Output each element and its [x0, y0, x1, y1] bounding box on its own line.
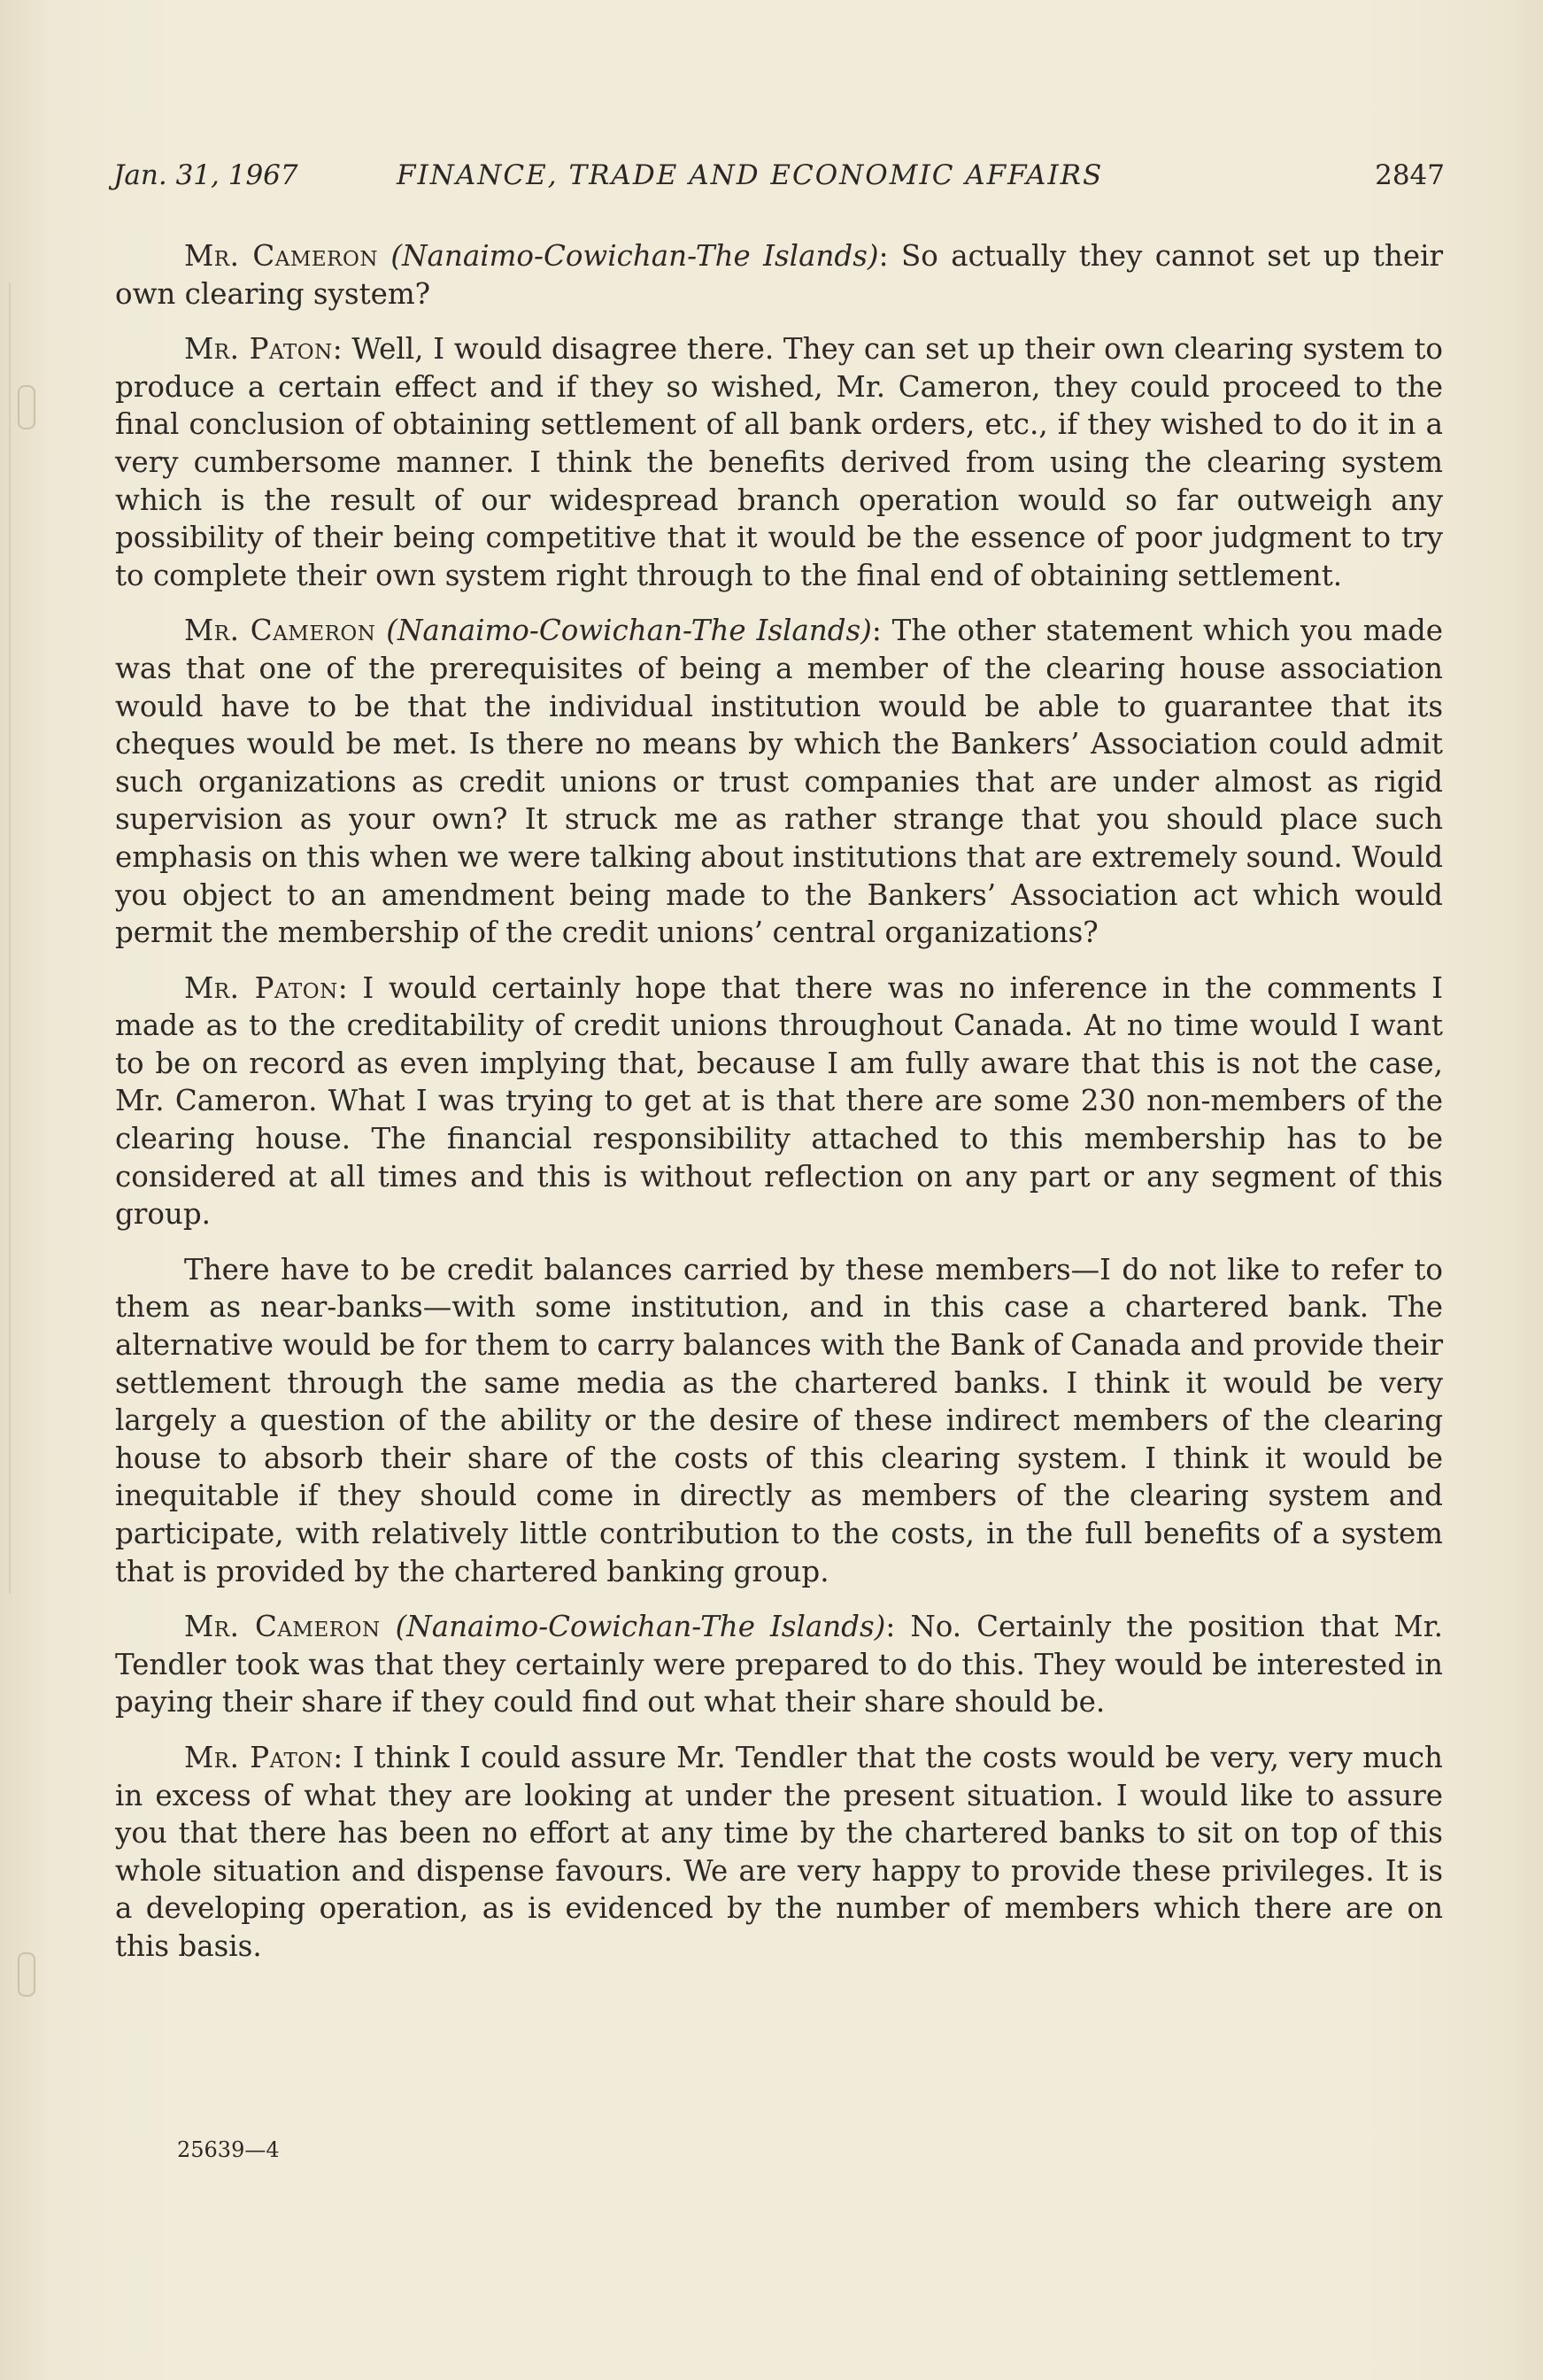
- transcript-paragraph: [115, 330, 1443, 594]
- speaker-name: Mr. Cameron: [184, 614, 376, 648]
- speaker-riding: (Nanaimo-Cowichan-The Islands): [386, 614, 872, 648]
- transcript-body: [115, 237, 1443, 1983]
- page-edge-shadow: [9, 283, 11, 1594]
- paragraph-text: : The other statement which you made was that one of the prerequisites of being a member of the clearing house association would have to be that the individual institution would be able to guarantee that its cheques would be met. Is there no means by which the Bankers’ Association could admit such organizations as credit unions or trust companies that are under almost as rigid supervision as your own? It struck me as rather strange that you should place such emphasis on this when we were talking about institutions that are extremely sound. Would you object to an amendment being made to the Bankers’ Association act which would permit the membership of the credit unions’ central organizations?: [115, 614, 1443, 950]
- transcript-paragraph: [115, 237, 1443, 313]
- paragraph-text: There have to be credit balances carried by these members—I do not like to refer to them as near-banks—with some institution, and in this case a chartered bank. The alternative would be for them to carry balances with the Bank of Canada and provide their settlement through the same media as the chartered banks. I think it would be very largely a question of the ability or the desire of these indirect members of the clearing house to absorb their share of the costs of this clearing system. I think it would be inequitable if they should come in directly as members of the clearing system and participate, with relatively little contribution to the costs, in the full benefits of a system that is provided by the chartered banking group.: [115, 1252, 1443, 1588]
- speaker-name: Mr. Cameron: [184, 239, 378, 273]
- speaker-name: Mr. Paton: [184, 1740, 334, 1774]
- header-section-title: FINANCE, TRADE AND ECONOMIC AFFAIRS: [397, 159, 1104, 191]
- transcript-paragraph: [115, 970, 1443, 1233]
- speaker-name: Mr. Paton: [184, 332, 333, 367]
- transcript-paragraph: [115, 1608, 1443, 1721]
- paragraph-text: : I would certainly hope that there was no inference in the comments I made as to the creditability of credit unions throughout Canada. At no time would I want to be on record as even implying that, because I am fully aware that this is not the case, Mr. Cameron. What I was trying to get at is that there are some 230 non-members of the clearing house. The financial responsibility attached to this membership has to be considered at all times and this is without reflection on any part or any segment of this group.: [115, 970, 1443, 1232]
- running-header: [113, 159, 1445, 198]
- speaker-riding: (Nanaimo-Cowichan-The Islands): [395, 1610, 886, 1644]
- paragraph-text: : So actually they cannot set up their own clearing system?: [115, 239, 1443, 311]
- paragraph-text: : I think I could assure Mr. Tendler that the costs would be very, very much in excess of what they are looking at under the present situation. I would like to assure you that there has been no effort at any time by the chartered banks to sit on top of this whole situation and dispense favours. We are very happy to provide these privileges. It is a developing operation, as is evidenced by the number of members which there are on this basis.: [115, 1740, 1443, 1963]
- transcript-paragraph: [115, 612, 1443, 951]
- binding-hole-mark: [18, 385, 35, 429]
- speaker-name: Mr. Paton: [184, 970, 338, 1005]
- paragraph-text: : Well, I would disagree there. They can set up their own clearing system to produce a certain effect and if they so wished, Mr. Cameron, they could proceed to the final conclusion of obtaining settlement of all bank orders, etc., if they wished to do it in a very cumbersome manner. I think the benefits derived from using the clearing system which is the result of our widespread branch operation would so far outweigh any possibility of their being competitive that it would be the essence of poor judgment to try to complete their own system right through to the final end of obtaining settlement.: [115, 332, 1443, 592]
- page-number: 2847: [1375, 159, 1445, 191]
- paragraph-text: : No. Certainly the position that Mr. Tendler took was that they certainly were prepared to do this. They would be interested in paying their share if they could find out what their share should be.: [115, 1610, 1443, 1719]
- transcript-paragraph: [115, 1251, 1443, 1590]
- print-signature-code: 25639—4: [177, 2137, 280, 2162]
- transcript-paragraph: [115, 1739, 1443, 1966]
- speaker-name: Mr. Cameron: [184, 1610, 381, 1644]
- binding-hole-mark: [18, 1952, 35, 1997]
- header-date: Jan. 31, 1967: [113, 159, 298, 191]
- speaker-riding: (Nanaimo-Cowichan-The Islands): [390, 239, 879, 273]
